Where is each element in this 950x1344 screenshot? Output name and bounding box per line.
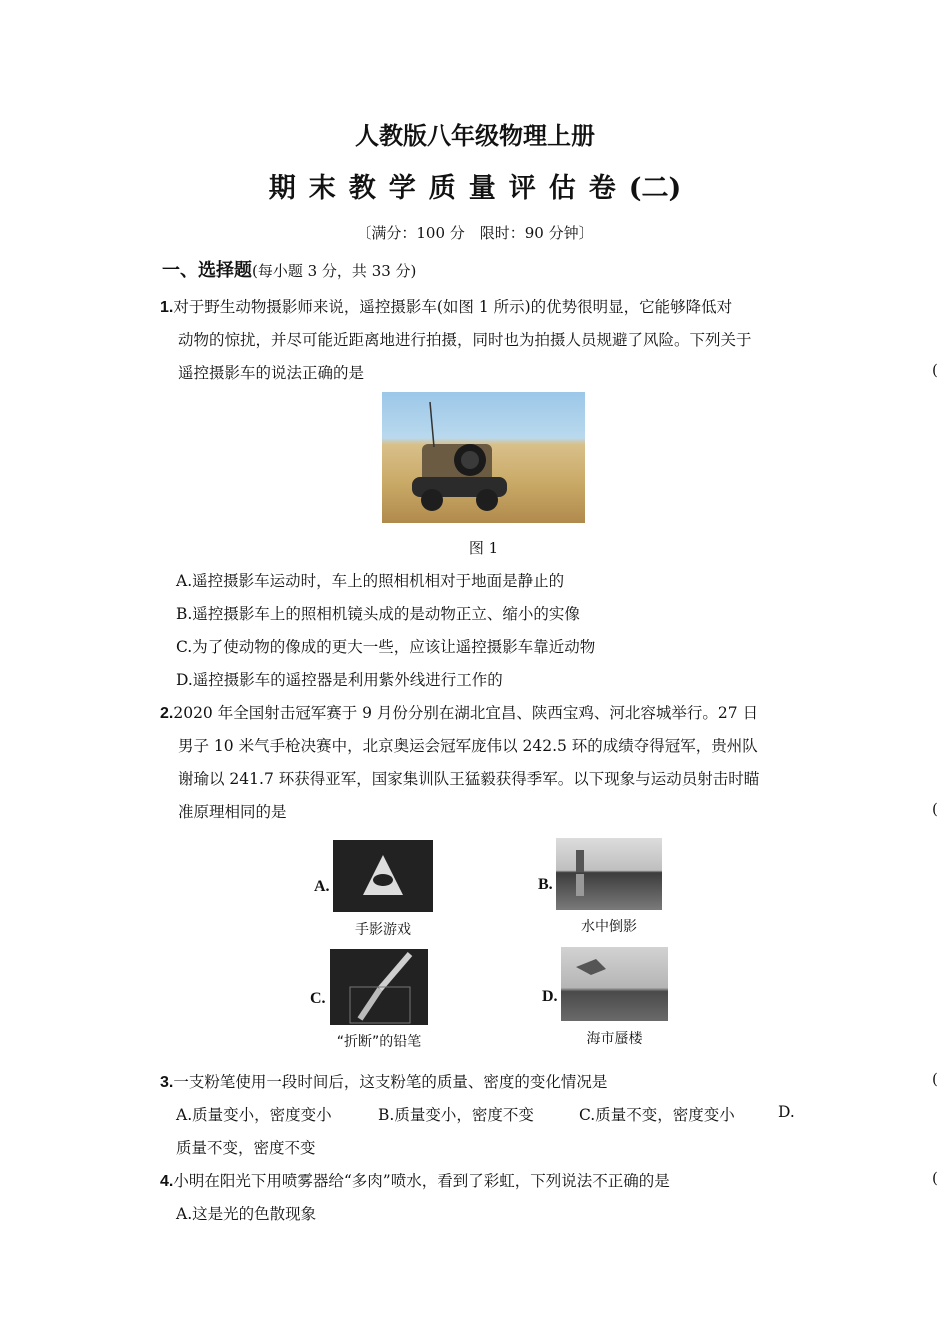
question-4-option-a: A.这是光的色散现象 xyxy=(176,1205,317,1223)
question-3-answer-paren: ( xyxy=(932,1070,938,1088)
figure-1-caption: 图 1 xyxy=(468,539,499,557)
section-title: 一、选择题 xyxy=(162,260,252,281)
question-4-line: 4.小明在阳光下用喷雾器给“多肉”喷水，看到了彩虹，下列说法不正确的是 xyxy=(160,1172,670,1190)
choice-d-caption: 海市蜃楼 xyxy=(586,1031,643,1047)
water-reflection-icon xyxy=(556,838,662,910)
section-heading xyxy=(162,256,416,282)
exam-title-main: 期末教学质量评估卷 xyxy=(268,173,629,204)
question-1-option-a: A.遥控摄影车运动时，车上的照相机相对于地面是静止的 xyxy=(176,572,565,590)
question-3-line: 3.一支粉笔使用一段时间后，这支粉笔的质量、密度的变化情况是 xyxy=(160,1073,608,1091)
question-3-option-d-text: 质量不变，密度不变 xyxy=(176,1139,316,1157)
question-3-option-d-label: D. xyxy=(778,1103,795,1121)
question-1-option-b: B.遥控摄影车上的照相机镜头成的是动物正立、缩小的实像 xyxy=(176,605,580,623)
figure-1-photo xyxy=(382,392,585,523)
choice-a-caption: 手影游戏 xyxy=(355,922,411,938)
question-3-number: 3. xyxy=(160,1074,174,1091)
question-2-line-4: 准原理相同的是 xyxy=(178,803,287,821)
question-1-number: 1. xyxy=(160,299,174,316)
choice-d-label: D. xyxy=(542,988,558,1005)
question-1-line-1: 1.对于野生动物摄影师来说，遥控摄影车(如图 1 所示)的优势很明显，它能够降低对 xyxy=(160,298,733,316)
exam-title-suffix: (二) xyxy=(628,173,682,204)
question-4-number: 4. xyxy=(160,1173,174,1190)
question-2-line-2: 男子 10 米气手枪决赛中，北京奥运会冠军庞伟以 242.5 环的成绩夺得冠军，贵州队 xyxy=(178,737,758,755)
hand-shadow-icon xyxy=(333,840,433,912)
question-1-option-d: D.遥控摄影车的遥控器是利用紫外线进行工作的 xyxy=(176,671,503,689)
question-2-line-1: 2.2020 年全国射击冠军赛于 9 月份分别在湖北宜昌、陕西宝鸡、河北容城举行。27 日 xyxy=(160,704,759,722)
choice-b-caption: 水中倒影 xyxy=(581,919,637,935)
choice-a-label: A. xyxy=(314,878,330,895)
choice-c-caption: “折断”的铅笔 xyxy=(336,1034,422,1050)
choice-b-image xyxy=(556,838,662,910)
question-2-number: 2. xyxy=(160,705,174,722)
question-2-answer-paren: ( xyxy=(932,800,938,818)
choice-c-image xyxy=(330,949,428,1025)
section-note: (每小题 3 分，共 33 分) xyxy=(252,262,417,280)
question-1-line-3: 遥控摄影车的说法正确的是 xyxy=(178,364,365,382)
exam-title xyxy=(0,166,950,205)
choice-c-label: C. xyxy=(310,990,326,1007)
mirage-icon xyxy=(561,947,668,1021)
choice-b-label: B. xyxy=(538,876,553,893)
book-title: 人教版八年级物理上册 xyxy=(355,121,595,150)
exam-meta: 〔满分：100 分 限时：90 分钟〕 xyxy=(356,224,594,242)
question-3-option-a: A.质量变小，密度变小 xyxy=(176,1106,332,1124)
choice-a-image xyxy=(333,840,433,912)
question-2-line-3: 谢瑜以 241.7 环获得亚军，国家集训队王猛毅获得季军。以下现象与运动员射击时瞄 xyxy=(178,770,760,788)
camera-robot-icon xyxy=(382,392,585,523)
choice-d-image xyxy=(561,947,668,1021)
question-1-line-2: 动物的惊扰，并尽可能近距离地进行拍摄，同时也为拍摄人员规避了风险。下列关于 xyxy=(178,331,752,349)
question-4-answer-paren: ( xyxy=(932,1169,938,1187)
question-3-option-b: B.质量变小，密度不变 xyxy=(378,1106,534,1124)
pencil-in-water-icon xyxy=(330,949,428,1025)
question-1-option-c: C.为了使动物的像成的更大一些，应该让遥控摄影车靠近动物 xyxy=(176,638,596,656)
question-1-answer-paren: ( xyxy=(932,361,938,379)
question-3-option-c: C.质量不变，密度变小 xyxy=(579,1106,735,1124)
